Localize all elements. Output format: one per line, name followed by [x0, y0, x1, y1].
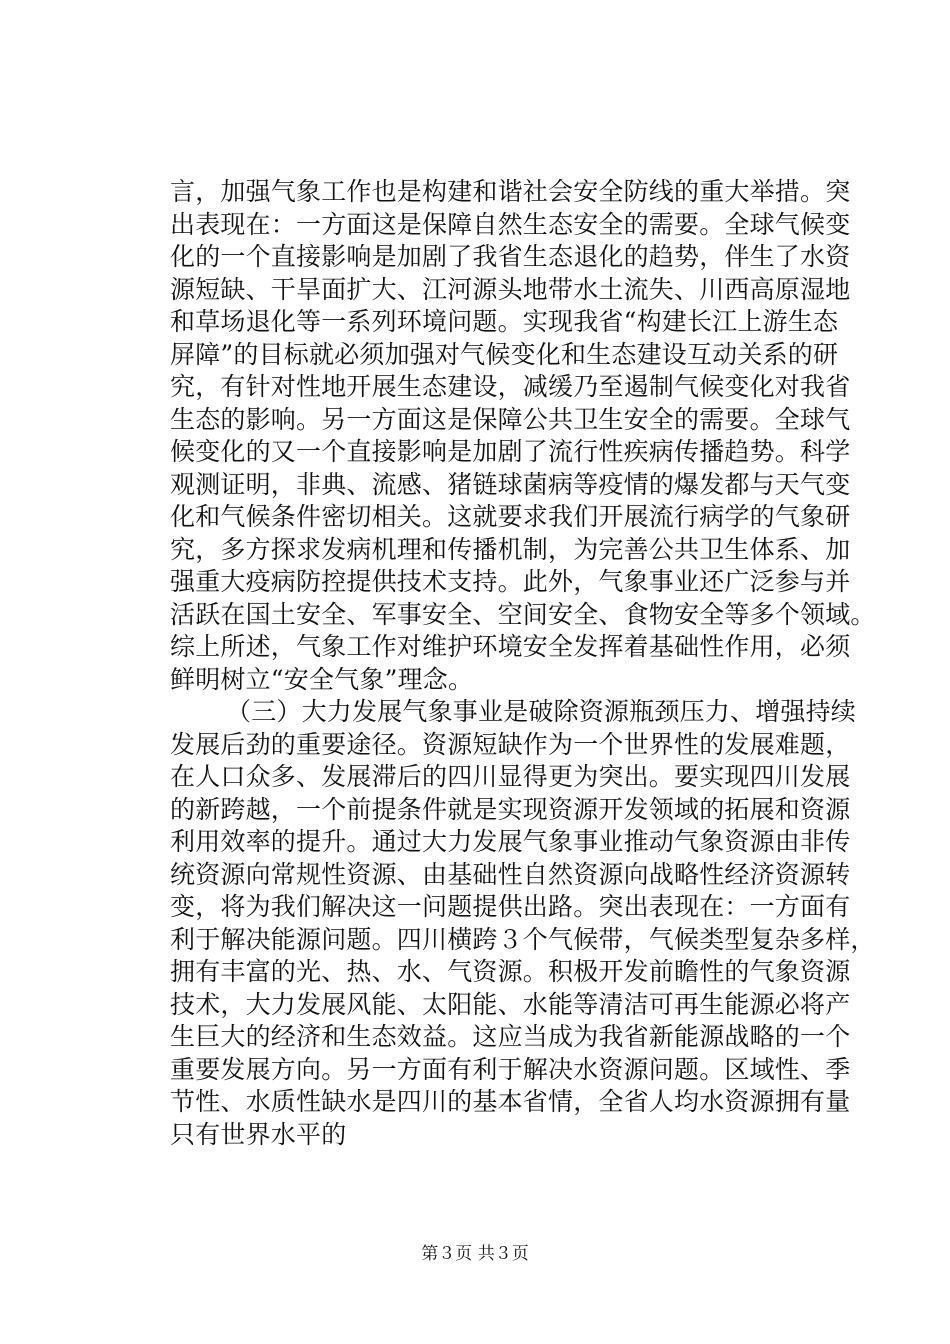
text-line: 拥有丰富的光、热、水、气资源。积极开发前瞻性的气象资源 [170, 957, 851, 986]
text-line: 源短缺、干旱面扩大、江河源头地带水土流失、川西高原湿地 [170, 274, 851, 304]
paragraph-start-line: （三）大力发展气象事业是破除资源瓶颈压力、增强持续 [226, 697, 857, 726]
text-line: 候变化的又一个直接影响是加剧了流行性疾病传播趋势。科学 [170, 437, 851, 466]
text-line: 的新跨越，一个前提条件就是实现资源开发领域的拓展和资源 [170, 794, 851, 824]
text-line: 技术，大力发展风能、太阳能、水能等清洁可再生能源必将产 [170, 989, 851, 1019]
text-line: 观测证明，非典、流感、猪链球菌病等疫情的爆发都与天气变 [170, 469, 851, 499]
text-line: 只有世界水平的 [170, 1119, 347, 1149]
text-line: 变，将为我们解决这一问题提供出路。突出表现在：一方面有 [170, 892, 851, 921]
text-line: 统资源向常规性资源、由基础性自然资源向战略性经济资源转 [170, 859, 851, 889]
text-line: 究，有针对性地开展生态建设，减缓乃至遏制气候变化对我省 [170, 372, 851, 401]
text-line: 出表现在：一方面这是保障自然生态安全的需要。全球气候变 [170, 209, 851, 239]
text-line: 鲜明树立“安全气象”理念。 [170, 664, 474, 694]
text-line: 在人口众多、发展滞后的四川显得更为突出。要实现四川发展 [170, 762, 851, 791]
text-line: 化的一个直接影响是加剧了我省生态退化的趋势，伴生了水资 [170, 242, 851, 271]
text-line: 重要发展方向。另一方面有利于解决水资源问题。区域性、季 [170, 1054, 851, 1084]
text-line: 利用效率的提升。通过大力发展气象事业推动气象资源由非传 [170, 827, 851, 856]
text-line: 和草场退化等一系列环境问题。实现我省“构建长江上游生态 [170, 307, 839, 336]
text-line: 发展后劲的重要途径。资源短缺作为一个世界性的发展难题， [170, 729, 851, 759]
text-line: 化和气候条件密切相关。这就要求我们开展流行病学的气象研 [170, 502, 851, 531]
text-line: 综上所述，气象工作对维护环境安全发挥着基础性作用，必须 [170, 632, 851, 661]
text-line: 言，加强气象工作也是构建和谐社会安全防线的重大举措。突 [170, 177, 851, 206]
text-line: 节性、水质性缺水是四川的基本省情，全省人均水资源拥有量 [170, 1087, 851, 1116]
text-line: 活跃在国土安全、军事安全、空间安全、食物安全等多个领域。 [170, 599, 876, 629]
text-line: 生巨大的经济和生态效益。这应当成为我省新能源战略的一个 [170, 1022, 851, 1051]
text-line: 强重大疫病防控提供技术支持。此外，气象事业还广泛参与并 [170, 567, 851, 596]
text-line: 利于解决能源问题。四川横跨３个气候带，气候类型复杂多样， [170, 924, 876, 954]
text-line: 究，多方探求发病机理和传播机制，为完善公共卫生体系、加 [170, 534, 851, 564]
text-line: 生态的影响。另一方面这是保障公共卫生安全的需要。全球气 [170, 404, 851, 434]
page-number-footer: 第３页 共３页 [421, 1244, 529, 1264]
body-text [170, 176, 876, 1151]
text-line: 屏障”的目标就必须加强对气候变化和生态建设互动关系的研 [170, 339, 839, 369]
